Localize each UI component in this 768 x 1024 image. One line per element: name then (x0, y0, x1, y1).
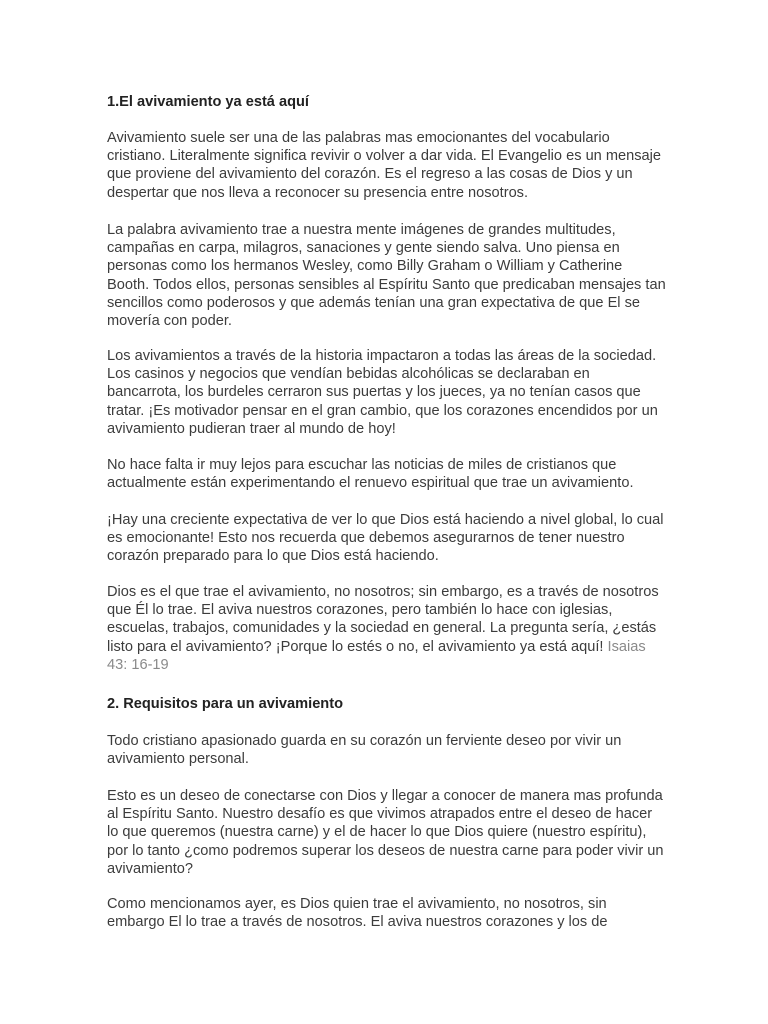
section-2-paragraph-2: Esto es un deseo de conectarse con Dios y llegar a conocer de manera mas profunda al Espíritu Santo. Nuestro desafío es que vivimos atrapados entre el deseo de hacer lo que queremos (nuestra carne) y el de hacer lo que Dios quiere (nuestro espíritu), por lo tanto ¿como podremos superar los deseos de nuestra carne para poder vivir un avivamiento? (107, 788, 664, 877)
section-1-paragraph-2: La palabra avivamiento trae a nuestra mente imágenes de grandes multitudes, campañas en carpa, milagros, sanaciones y gente siendo salva. Uno piensa en personas como los hermanos Wesley, como Billy Graham o William y Catherine Booth. Todos ellos, personas sensibles al Espíritu Santo que predicaban mensajes tan sencillos como poderosos y que además tenían una gran expectativa de que El se movería con poder. (107, 222, 666, 330)
section-1-paragraph-5: ¡Hay una creciente expectativa de ver lo que Dios está haciendo a nivel global, lo cual es emocionante! Esto nos recuerda que debemos asegurarnos de tener nuestro corazón preparado para lo que Dios está haciendo. (107, 512, 664, 565)
section-2-paragraph-3: Como mencionamos ayer, es Dios quien trae el avivamiento, no nosotros, sin embargo El lo trae a través de nosotros. El aviva nuestros corazones y los de (107, 896, 608, 931)
section-1-paragraph-4: No hace falta ir muy lejos para escuchar las noticias de miles de cristianos que actualmente están experimentando el renuevo espiritual que trae un avivamiento. (107, 457, 634, 492)
section-2-paragraph-1: Todo cristiano apasionado guarda en su corazón un ferviente deseo por vivir un avivamiento personal. (107, 733, 622, 768)
section-1-paragraph-3: Los avivamientos a través de la historia impactaron a todas las áreas de la sociedad. Los casinos y negocios que vendían bebidas alcohólicas se declaraban en bancarrota, los burdeles cerraron sus puertas y los jueces, ya no tenían casos que tratar. ¡Es motivador pensar en el gran cambio, que los corazones encendidos por un avivamiento pudieran traer al mundo de hoy! (107, 348, 658, 437)
scripture-reference: Isaias 43: 16-19 (107, 638, 646, 673)
section-2-heading: 2. Requisitos para un avivamiento (107, 696, 344, 712)
section-1-paragraph-6-text: Dios es el que trae el avivamiento, no nosotros; sin embargo, es a través de nosotros que Él lo trae. El aviva nuestros corazones, pero también lo hace con iglesias, escuelas, trabajos, comunidades y la sociedad en general. La pregunta sería, ¿estás listo para el avivamiento? ¡Porque lo estés o no, el avivamiento ya está aquí! (107, 584, 659, 655)
section-1-paragraph-6 (107, 583, 667, 674)
section-1-heading: 1.El avivamiento ya está aquí (107, 94, 309, 110)
section-1-paragraph-1: Avivamiento suele ser una de las palabras mas emocionantes del vocabulario cristiano. Literalmente significa revivir o volver a dar vida. El Evangelio es un mensaje que proviene del avivamiento del corazón. Es el regreso a las cosas de Dios y un despertar que nos lleva a reconocer su presencia entre nosotros. (107, 130, 662, 201)
